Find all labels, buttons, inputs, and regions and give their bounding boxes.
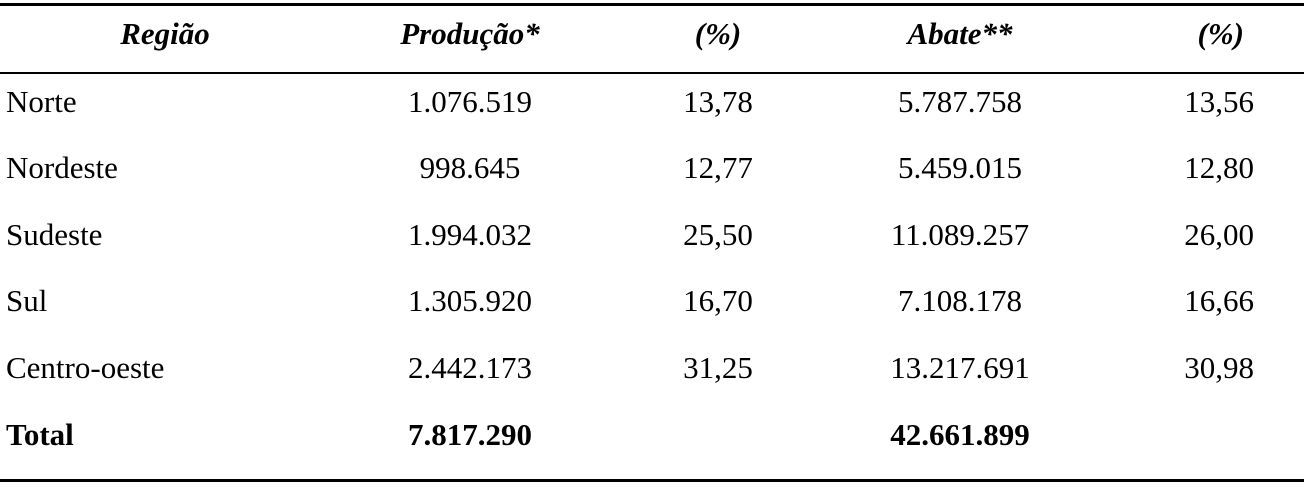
total-producao-percent [648,415,788,455]
table-row [0,148,1304,188]
table-total-row [0,415,1304,455]
cell-producao: 998.645 [419,150,521,185]
cell-abate: 5.459.015 [898,150,1022,185]
table-bottom-rule [0,479,1304,482]
table-row [0,348,1304,388]
cell-producao-percent: 12,77 [683,150,753,185]
cell-abate-percent: 12,80 [1184,150,1254,185]
cell-producao: 1.305.920 [408,283,532,318]
cell-abate-percent: 26,00 [1184,217,1254,252]
total-abate: 42.661.899 [890,417,1030,452]
header-producao-percent: (%) [694,16,742,51]
cell-regiao: Sudeste [6,217,103,252]
cell-producao-percent: 13,78 [683,84,753,119]
cell-producao-percent: 16,70 [683,283,753,318]
cell-abate-percent: 13,56 [1184,84,1254,119]
cell-abate-percent: 30,98 [1184,350,1254,385]
table-header-rule [0,72,1304,74]
header-abate: Abate** [907,16,1013,51]
total-producao: 7.817.290 [408,417,532,452]
table-header-row [0,14,1304,54]
table-row [0,82,1304,122]
cell-abate: 5.787.758 [898,84,1022,119]
cell-regiao: Centro-oeste [6,350,165,385]
cell-regiao: Nordeste [6,150,118,185]
table-row [0,215,1304,255]
table-top-rule [0,3,1304,6]
cell-producao: 1.994.032 [408,217,532,252]
header-regiao: Região [120,16,210,51]
cell-abate-percent: 16,66 [1184,283,1254,318]
cell-producao: 1.076.519 [408,84,532,119]
cell-abate: 11.089.257 [890,217,1030,252]
table-row [0,281,1304,321]
header-producao: Produção* [400,16,540,51]
cell-producao: 2.442.173 [408,350,532,385]
cell-producao-percent: 31,25 [683,350,753,385]
total-label: Total [6,417,74,452]
cell-regiao: Sul [6,283,48,318]
header-abate-percent: (%) [1197,16,1244,51]
cell-regiao: Norte [6,84,77,119]
cell-abate: 13.217.691 [890,350,1030,385]
cell-producao-percent: 25,50 [683,217,753,252]
cell-abate: 7.108.178 [898,283,1022,318]
